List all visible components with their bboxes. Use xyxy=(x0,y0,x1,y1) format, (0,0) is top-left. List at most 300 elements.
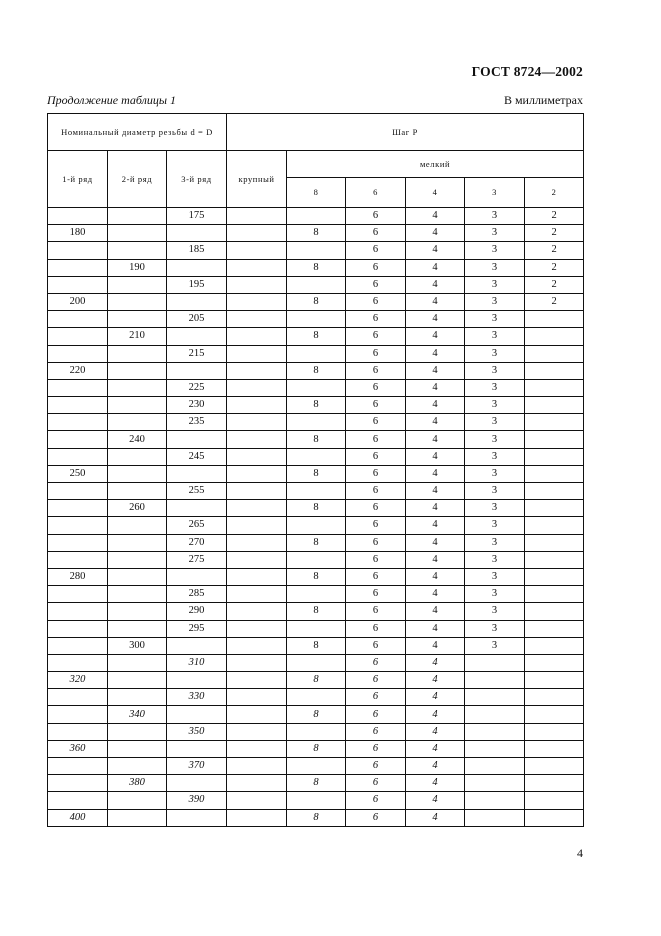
row1-cell xyxy=(48,586,108,603)
row1-cell xyxy=(48,208,108,225)
fine-6-cell: 6 xyxy=(346,775,406,792)
table-row xyxy=(48,448,584,465)
fine-6-cell: 6 xyxy=(346,311,406,328)
row3-cell xyxy=(167,293,227,310)
fine-4-cell: 4 xyxy=(406,534,465,551)
fine-2-cell xyxy=(525,311,584,328)
fine-2-cell xyxy=(525,689,584,706)
row2-cell xyxy=(108,465,167,482)
fine-4-cell: 4 xyxy=(406,551,465,568)
fine-4-cell: 4 xyxy=(406,259,465,276)
fine-2-cell xyxy=(525,603,584,620)
table-row xyxy=(48,483,584,500)
table-row xyxy=(48,259,584,276)
table-row xyxy=(48,551,584,568)
fine-4-cell: 4 xyxy=(406,517,465,534)
fine-6-cell: 6 xyxy=(346,534,406,551)
coarse-cell xyxy=(227,311,287,328)
coarse-cell xyxy=(227,500,287,517)
fine-4-cell: 4 xyxy=(406,431,465,448)
fine-4-cell: 4 xyxy=(406,637,465,654)
table-row xyxy=(48,809,584,826)
row3-cell: 175 xyxy=(167,208,227,225)
fine-8-cell: 8 xyxy=(287,809,346,826)
fine-3-cell: 3 xyxy=(465,448,525,465)
coarse-cell xyxy=(227,397,287,414)
fine-3-cell xyxy=(465,792,525,809)
fine-3-cell: 3 xyxy=(465,603,525,620)
fine-3-cell: 3 xyxy=(465,345,525,362)
fine-8-cell: 8 xyxy=(287,534,346,551)
row2-cell xyxy=(108,603,167,620)
fine-8-cell: 8 xyxy=(287,603,346,620)
row3-cell: 270 xyxy=(167,534,227,551)
row2-cell xyxy=(108,225,167,242)
row2-cell xyxy=(108,534,167,551)
fine-8-cell: 8 xyxy=(287,293,346,310)
fine-6-cell: 6 xyxy=(346,517,406,534)
fine-col-header: 8 xyxy=(287,178,346,208)
fine-3-cell: 3 xyxy=(465,311,525,328)
coarse-cell xyxy=(227,448,287,465)
fine-4-cell: 4 xyxy=(406,345,465,362)
row3-cell: 290 xyxy=(167,603,227,620)
fine-4-cell: 4 xyxy=(406,311,465,328)
fine-4-cell: 4 xyxy=(406,208,465,225)
row2-cell xyxy=(108,397,167,414)
fine-3-cell: 3 xyxy=(465,362,525,379)
row2-cell xyxy=(108,654,167,671)
table-row xyxy=(48,672,584,689)
units-label: В миллиметрах xyxy=(503,93,583,107)
row3-cell xyxy=(167,328,227,345)
fine-2-cell xyxy=(525,809,584,826)
fine-3-cell xyxy=(465,775,525,792)
row2-cell xyxy=(108,620,167,637)
fine-4-cell: 4 xyxy=(406,654,465,671)
fine-6-cell: 6 xyxy=(346,448,406,465)
row1-cell xyxy=(48,620,108,637)
row1-cell: 200 xyxy=(48,293,108,310)
table-row xyxy=(48,500,584,517)
fine-6-cell: 6 xyxy=(346,586,406,603)
fine-2-cell xyxy=(525,775,584,792)
row1-cell xyxy=(48,758,108,775)
fine-3-cell: 3 xyxy=(465,586,525,603)
row2-cell xyxy=(108,379,167,396)
fine-2-cell: 2 xyxy=(525,242,584,259)
fine-6-cell: 6 xyxy=(346,603,406,620)
row1-cell: 180 xyxy=(48,225,108,242)
fine-3-cell xyxy=(465,723,525,740)
row2-cell xyxy=(108,723,167,740)
fine-3-cell: 3 xyxy=(465,465,525,482)
coarse-cell xyxy=(227,689,287,706)
coarse-header: крупный xyxy=(227,151,287,208)
fine-6-cell: 6 xyxy=(346,500,406,517)
fine-6-cell: 6 xyxy=(346,568,406,585)
fine-6-cell: 6 xyxy=(346,225,406,242)
document-code: ГОСТ 8724—2002 xyxy=(471,64,583,79)
row3-cell: 265 xyxy=(167,517,227,534)
row1-cell xyxy=(48,483,108,500)
fine-8-cell: 8 xyxy=(287,397,346,414)
row2-cell xyxy=(108,586,167,603)
fine-4-cell: 4 xyxy=(406,242,465,259)
coarse-cell xyxy=(227,345,287,362)
row3-cell: 255 xyxy=(167,483,227,500)
row1-cell xyxy=(48,723,108,740)
row1-cell xyxy=(48,414,108,431)
fine-3-cell: 3 xyxy=(465,293,525,310)
fine-2-cell: 2 xyxy=(525,276,584,293)
row3-cell xyxy=(167,706,227,723)
fine-8-cell xyxy=(287,758,346,775)
fine-6-cell: 6 xyxy=(346,483,406,500)
fine-4-cell: 4 xyxy=(406,328,465,345)
row3-cell xyxy=(167,431,227,448)
fine-8-cell: 8 xyxy=(287,637,346,654)
row2-cell xyxy=(108,414,167,431)
fine-4-cell: 4 xyxy=(406,689,465,706)
fine-8-cell xyxy=(287,311,346,328)
fine-6-cell: 6 xyxy=(346,242,406,259)
fine-3-cell: 3 xyxy=(465,208,525,225)
row3-cell xyxy=(167,568,227,585)
fine-3-cell: 3 xyxy=(465,551,525,568)
fine-2-cell xyxy=(525,586,584,603)
coarse-cell xyxy=(227,225,287,242)
fine-8-cell: 8 xyxy=(287,740,346,757)
fine-6-cell: 6 xyxy=(346,809,406,826)
fine-6-cell: 6 xyxy=(346,465,406,482)
row3-cell: 230 xyxy=(167,397,227,414)
coarse-cell xyxy=(227,431,287,448)
coarse-cell xyxy=(227,208,287,225)
fine-8-cell: 8 xyxy=(287,500,346,517)
fine-2-cell: 2 xyxy=(525,208,584,225)
fine-4-cell: 4 xyxy=(406,758,465,775)
row1-cell xyxy=(48,345,108,362)
coarse-cell xyxy=(227,328,287,345)
fine-2-cell xyxy=(525,568,584,585)
fine-2-cell xyxy=(525,379,584,396)
coarse-cell xyxy=(227,723,287,740)
table-row xyxy=(48,620,584,637)
row2-cell xyxy=(108,792,167,809)
fine-8-cell xyxy=(287,517,346,534)
fine-4-cell: 4 xyxy=(406,586,465,603)
row1-cell: 280 xyxy=(48,568,108,585)
row1-cell: 220 xyxy=(48,362,108,379)
fine-col-header: 3 xyxy=(465,178,525,208)
fine-2-cell xyxy=(525,517,584,534)
coarse-cell xyxy=(227,293,287,310)
fine-3-cell xyxy=(465,672,525,689)
fine-3-cell: 3 xyxy=(465,534,525,551)
row2-cell: 240 xyxy=(108,431,167,448)
fine-col-header: 6 xyxy=(346,178,406,208)
fine-8-cell xyxy=(287,448,346,465)
fine-2-cell xyxy=(525,637,584,654)
fine-6-cell: 6 xyxy=(346,637,406,654)
fine-3-cell: 3 xyxy=(465,328,525,345)
fine-6-cell: 6 xyxy=(346,740,406,757)
fine-3-cell xyxy=(465,689,525,706)
row3-cell: 195 xyxy=(167,276,227,293)
page-number: 4 xyxy=(577,846,583,860)
fine-4-cell: 4 xyxy=(406,465,465,482)
table-body xyxy=(48,208,584,827)
row3-cell xyxy=(167,500,227,517)
fine-2-cell xyxy=(525,792,584,809)
row3-cell: 285 xyxy=(167,586,227,603)
coarse-cell xyxy=(227,465,287,482)
row3-cell: 215 xyxy=(167,345,227,362)
fine-8-cell xyxy=(287,242,346,259)
fine-6-cell: 6 xyxy=(346,208,406,225)
table-row xyxy=(48,242,584,259)
fine-6-cell: 6 xyxy=(346,672,406,689)
coarse-cell xyxy=(227,740,287,757)
row3-cell xyxy=(167,637,227,654)
row1-cell xyxy=(48,500,108,517)
fine-3-cell: 3 xyxy=(465,276,525,293)
fine-8-cell: 8 xyxy=(287,328,346,345)
fine-8-cell xyxy=(287,792,346,809)
fine-3-cell xyxy=(465,809,525,826)
fine-2-cell xyxy=(525,414,584,431)
fine-8-cell xyxy=(287,414,346,431)
fine-8-cell xyxy=(287,483,346,500)
table-row xyxy=(48,465,584,482)
coarse-cell xyxy=(227,414,287,431)
fine-4-cell: 4 xyxy=(406,775,465,792)
row2-cell xyxy=(108,276,167,293)
coarse-cell xyxy=(227,551,287,568)
coarse-cell xyxy=(227,483,287,500)
fine-6-cell: 6 xyxy=(346,620,406,637)
table-row xyxy=(48,293,584,310)
fine-3-cell: 3 xyxy=(465,397,525,414)
fine-8-cell xyxy=(287,689,346,706)
fine-2-cell xyxy=(525,500,584,517)
fine-2-cell xyxy=(525,654,584,671)
coarse-cell xyxy=(227,259,287,276)
row2-cell xyxy=(108,689,167,706)
fine-8-cell: 8 xyxy=(287,465,346,482)
coarse-cell xyxy=(227,620,287,637)
row1-cell: 320 xyxy=(48,672,108,689)
fine-8-cell xyxy=(287,586,346,603)
row2-cell xyxy=(108,551,167,568)
table-row xyxy=(48,568,584,585)
fine-8-cell: 8 xyxy=(287,775,346,792)
row2-cell xyxy=(108,208,167,225)
row1-cell xyxy=(48,603,108,620)
fine-2-cell xyxy=(525,397,584,414)
fine-8-cell: 8 xyxy=(287,568,346,585)
fine-8-cell: 8 xyxy=(287,672,346,689)
row2-cell: 210 xyxy=(108,328,167,345)
table-row xyxy=(48,414,584,431)
fine-2-cell xyxy=(525,534,584,551)
fine-4-cell: 4 xyxy=(406,483,465,500)
row2-cell xyxy=(108,362,167,379)
row2-cell: 340 xyxy=(108,706,167,723)
coarse-cell xyxy=(227,534,287,551)
fine-6-cell: 6 xyxy=(346,397,406,414)
table-row xyxy=(48,328,584,345)
fine-4-cell: 4 xyxy=(406,672,465,689)
fine-4-cell: 4 xyxy=(406,568,465,585)
coarse-cell xyxy=(227,775,287,792)
coarse-cell xyxy=(227,706,287,723)
row3-cell: 330 xyxy=(167,689,227,706)
row1-cell xyxy=(48,276,108,293)
coarse-cell xyxy=(227,637,287,654)
row1-cell xyxy=(48,397,108,414)
fine-4-cell: 4 xyxy=(406,706,465,723)
fine-3-cell: 3 xyxy=(465,259,525,276)
fine-3-cell: 3 xyxy=(465,517,525,534)
table-row xyxy=(48,603,584,620)
row1-cell xyxy=(48,311,108,328)
fine-3-cell xyxy=(465,654,525,671)
row2-cell: 260 xyxy=(108,500,167,517)
table-row xyxy=(48,792,584,809)
fine-6-cell: 6 xyxy=(346,723,406,740)
row3-cell xyxy=(167,362,227,379)
fine-3-cell xyxy=(465,758,525,775)
row2-cell xyxy=(108,758,167,775)
fine-3-cell: 3 xyxy=(465,637,525,654)
coarse-cell xyxy=(227,672,287,689)
row1-cell xyxy=(48,637,108,654)
diameter-header: Номинальный диаметр резьбы d = D xyxy=(48,114,227,151)
fine-3-cell: 3 xyxy=(465,225,525,242)
fine-2-cell: 2 xyxy=(525,225,584,242)
fine-4-cell: 4 xyxy=(406,397,465,414)
pitch-header: Шаг P xyxy=(227,114,584,151)
fine-6-cell: 6 xyxy=(346,551,406,568)
fine-header: мелкий xyxy=(287,151,584,178)
table-row xyxy=(48,723,584,740)
table-row xyxy=(48,345,584,362)
row3-cell xyxy=(167,672,227,689)
table-row xyxy=(48,517,584,534)
table-row xyxy=(48,362,584,379)
row1-cell: 360 xyxy=(48,740,108,757)
row2-cell xyxy=(108,517,167,534)
coarse-cell xyxy=(227,242,287,259)
fine-8-cell: 8 xyxy=(287,259,346,276)
fine-3-cell: 3 xyxy=(465,568,525,585)
fine-4-cell: 4 xyxy=(406,500,465,517)
fine-2-cell xyxy=(525,431,584,448)
row3-cell: 390 xyxy=(167,792,227,809)
fine-2-cell xyxy=(525,483,584,500)
fine-6-cell: 6 xyxy=(346,345,406,362)
fine-4-cell: 4 xyxy=(406,414,465,431)
fine-2-cell xyxy=(525,758,584,775)
fine-6-cell: 6 xyxy=(346,414,406,431)
table-row xyxy=(48,225,584,242)
fine-3-cell: 3 xyxy=(465,431,525,448)
fine-2-cell xyxy=(525,672,584,689)
row1-cell xyxy=(48,792,108,809)
row3-cell: 185 xyxy=(167,242,227,259)
row3-cell: 295 xyxy=(167,620,227,637)
fine-2-cell xyxy=(525,551,584,568)
fine-6-cell: 6 xyxy=(346,259,406,276)
fine-8-cell xyxy=(287,620,346,637)
coarse-cell xyxy=(227,568,287,585)
table-row xyxy=(48,775,584,792)
row2-cell xyxy=(108,293,167,310)
row1-cell xyxy=(48,706,108,723)
table-row xyxy=(48,208,584,225)
row1-cell xyxy=(48,431,108,448)
row1-cell xyxy=(48,517,108,534)
coarse-cell xyxy=(227,362,287,379)
fine-3-cell: 3 xyxy=(465,500,525,517)
row3-cell xyxy=(167,225,227,242)
table-row xyxy=(48,276,584,293)
fine-8-cell xyxy=(287,208,346,225)
fine-4-cell: 4 xyxy=(406,809,465,826)
fine-8-cell: 8 xyxy=(287,431,346,448)
row2-cell: 380 xyxy=(108,775,167,792)
row3-cell: 370 xyxy=(167,758,227,775)
fine-3-cell: 3 xyxy=(465,242,525,259)
coarse-cell xyxy=(227,654,287,671)
continuation-label: Продолжение таблицы 1 xyxy=(47,93,177,107)
fine-6-cell: 6 xyxy=(346,706,406,723)
row3-cell xyxy=(167,775,227,792)
fine-3-cell xyxy=(465,706,525,723)
fine-6-cell: 6 xyxy=(346,276,406,293)
row1-cell xyxy=(48,551,108,568)
fine-8-cell xyxy=(287,276,346,293)
fine-2-cell xyxy=(525,723,584,740)
row1-cell: 400 xyxy=(48,809,108,826)
fine-4-cell: 4 xyxy=(406,620,465,637)
row1-cell xyxy=(48,328,108,345)
fine-8-cell: 8 xyxy=(287,225,346,242)
row2-cell xyxy=(108,345,167,362)
row3-cell xyxy=(167,809,227,826)
coarse-cell xyxy=(227,809,287,826)
row3-cell: 205 xyxy=(167,311,227,328)
fine-2-cell xyxy=(525,706,584,723)
row3-cell xyxy=(167,259,227,276)
row3-cell: 235 xyxy=(167,414,227,431)
fine-4-cell: 4 xyxy=(406,362,465,379)
row2-cell xyxy=(108,311,167,328)
row1-cell xyxy=(48,242,108,259)
fine-6-cell: 6 xyxy=(346,758,406,775)
table-row xyxy=(48,534,584,551)
row1-cell xyxy=(48,775,108,792)
fine-3-cell: 3 xyxy=(465,620,525,637)
row2-cell xyxy=(108,809,167,826)
fine-3-cell: 3 xyxy=(465,414,525,431)
fine-col-header: 2 xyxy=(525,178,584,208)
fine-6-cell: 6 xyxy=(346,654,406,671)
table-row xyxy=(48,689,584,706)
row1-cell xyxy=(48,448,108,465)
